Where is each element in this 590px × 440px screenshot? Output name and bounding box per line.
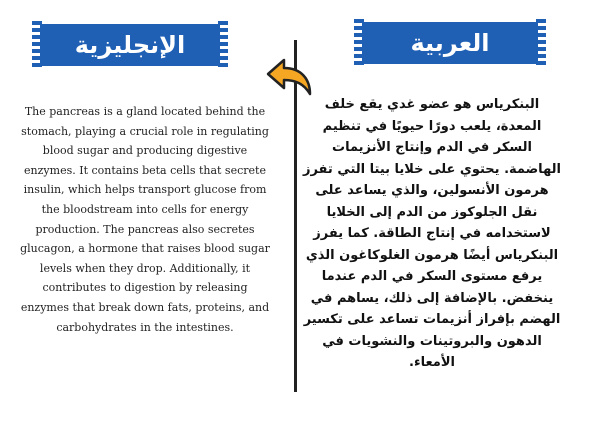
english-paragraph: The pancreas is a gland located behind the stomach, playing a crucial role in regulating blood sugar and producing digestive enzymes. It contains beta cells that secrete insulin, which helps transport glucose from the bloodstream into cells for energy production. The pancreas also secretes glucagon, a hormone that raises blood sugar levels when they drop. Additionally, it contributes to digestion by releasing enzymes that break down fats, proteins, and carbohydrates in the intestines. bbox=[20, 105, 270, 334]
curved-back-arrow-icon bbox=[262, 52, 322, 100]
arabic-title: العربية bbox=[410, 29, 490, 57]
arabic-paragraph: البنكرياس هو عضو غدي يقع خلف المعدة، يلعب دورًا حيويًا في تنظيم السكر في الدم وإنتاج الأنزيمات الهاضمة. يحتوي على خلايا بيتا التي تفرز هرمون الأنسولين، والذي يساعد على نقل الجلوكوز من الدم إلى الخلايا لاستخدامه في إنتاج الطاقة. كما يفرز البنكرياس أيضًا هرمون الغلوكاغون الذي يرفع مستوى السكر في الدم عندما ينخفض. بالإضافة إلى ذلك، يساهم في الهضم بإفراز أنزيمات تساعد على تكسير الدهون والبروتينات والنشويات في الأمعاء. bbox=[302, 97, 561, 370]
english-title-banner bbox=[40, 24, 220, 66]
arabic-title-banner bbox=[362, 22, 538, 64]
english-title: الإنجليزية bbox=[74, 31, 186, 59]
